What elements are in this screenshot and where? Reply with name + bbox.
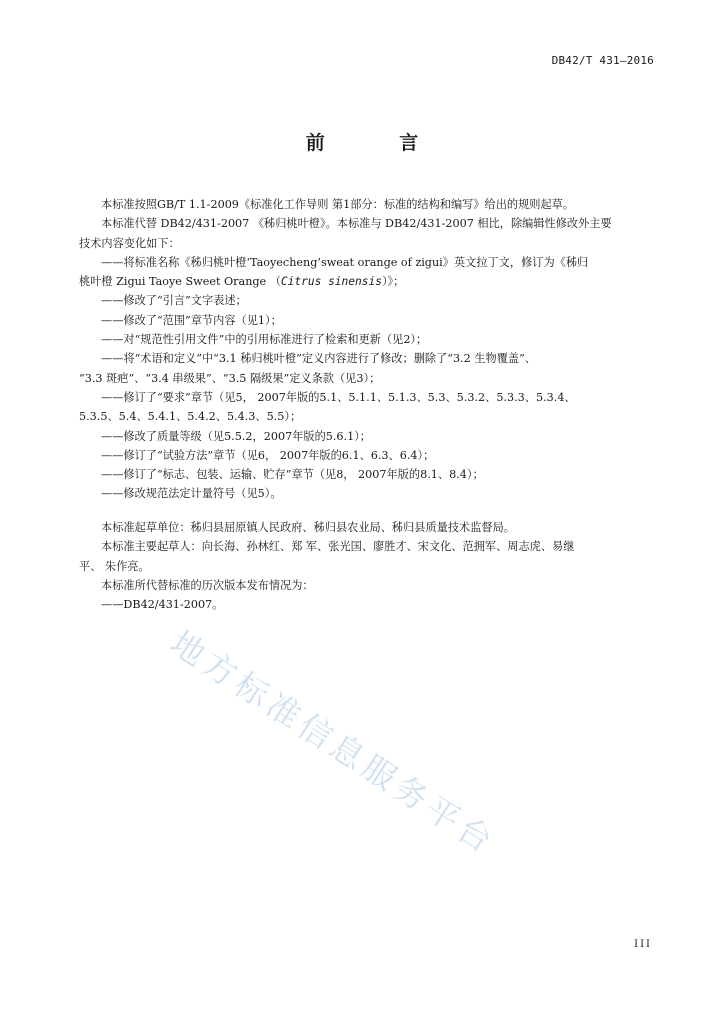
document-code: DB42/T 431—2016 (551, 54, 654, 67)
line-text: ——将“术语和定义”中“3.1 秭归桃叶橙”定义内容进行了修改；删除了“3.2 生物覆盖”、 (101, 352, 537, 366)
line-text: 本标准代替 DB42/431-2007 《秭归桃叶橙》。本标准与 DB42/431-2007 相比，除编辑性修改外主要 (101, 217, 612, 231)
text-line (79, 272, 657, 291)
watermark: 地方标准信息服务平台 (163, 623, 504, 863)
line-text: 本标准所代替标准的历次版本发布情况为： (101, 578, 314, 592)
text-line (79, 311, 657, 330)
line-text: ——修改规范法定计量符号（见5）。 (101, 487, 282, 501)
line-text: ——将标准名称《秭归桃叶橙‘Taoyecheng’sweat orange of zigui》英文拉丁文，修订为《秭归 (101, 255, 589, 269)
text-line (79, 595, 657, 614)
line-text: 平、 朱作亮。 (79, 559, 150, 573)
line-text: 本标准起草单位：秭归县屈原镇人民政府、秭归县农业局、秭归县质量技术监督局。 (101, 521, 515, 534)
latin-name: Citrus sinensis (280, 275, 382, 289)
text-line (79, 537, 657, 556)
text-line (79, 427, 657, 446)
drafting-info (79, 518, 657, 614)
text-line (79, 214, 657, 233)
text-line (79, 349, 657, 368)
text-line (79, 291, 657, 310)
line-text: ——修改了“引言”文字表述； (101, 294, 247, 308)
line-text: 本标准主要起草人：向长海、孙林红、郑 军、张光国、廖胜才、宋文化、范拥军、周志虎、易继 (101, 540, 575, 554)
text-line (79, 518, 657, 537)
text-line (79, 234, 657, 253)
preface-body (79, 195, 657, 504)
line-text: “3.3 斑疤”、“3.4 串级果”、“3.5 隔级果”定义条款（见3）； (79, 371, 381, 385)
text-line (79, 484, 657, 503)
text-line (79, 388, 657, 407)
line-text: ——修订了“要求”章节（见5， 2007年版的5.1、5.1.1、5.1.3、5.3、5.3.2、5.3.3、5.3.4、 (101, 390, 576, 404)
line-text: 技术内容变化如下： (79, 236, 180, 250)
text-line (79, 330, 657, 349)
line-text: 5.3.5、5.4、5.4.1、5.4.2、5.4.3、5.5）； (79, 410, 302, 424)
line-text: ——修改了“范围”章节内容（见1）； (101, 313, 282, 327)
line-text: 桃叶橙 Zigui Taoye Sweet Orange （ (79, 275, 281, 289)
text-line (79, 195, 657, 214)
line-text: 本标准按照GB/T 1.1-2009《标准化工作导则 第1部分：标准的结构和编写》给出的规则起草。 (101, 198, 575, 211)
page-number: III (634, 939, 652, 950)
text-line (79, 369, 657, 388)
line-text: ——对“规范性引用文件”中的引用标准进行了检索和更新（见2）； (101, 333, 428, 347)
page-title: 前 言 (305, 132, 453, 154)
text-line (79, 407, 657, 426)
line-text: ——修改了质量等级（见5.5.2，2007年版的5.6.1）； (101, 429, 371, 443)
line-text: ——DB42/431-2007。 (101, 598, 224, 612)
line-text-after: ）》； (381, 275, 405, 289)
text-line (79, 557, 657, 576)
line-text: ——修订了“标志、包装、运输、贮存”章节（见8， 2007年版的8.1、8.4）； (101, 468, 484, 482)
text-line (79, 446, 657, 465)
text-line (79, 253, 657, 272)
line-text: ——修订了“试验方法”章节（见6， 2007年版的6.1、6.3、6.4）； (101, 448, 435, 462)
text-line (79, 465, 657, 484)
text-line (79, 576, 657, 595)
